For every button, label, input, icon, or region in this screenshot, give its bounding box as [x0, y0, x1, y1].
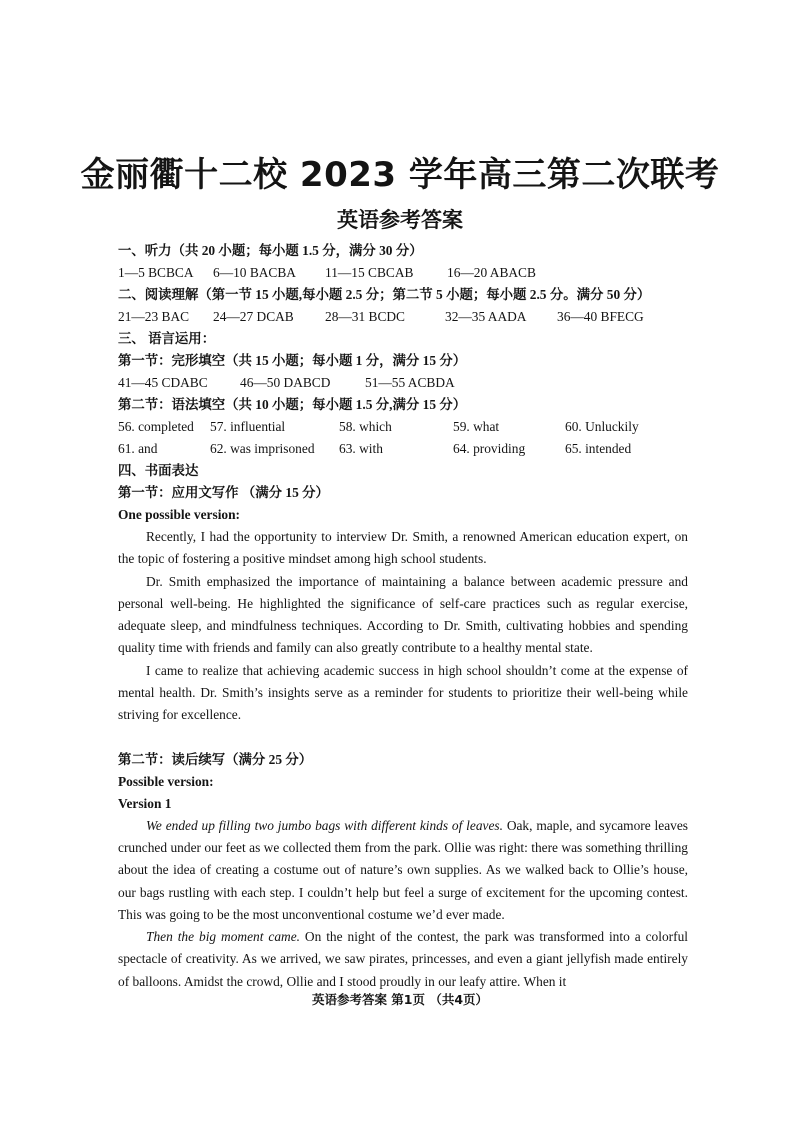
applied-writing-header: 第一节：应用文写作 （满分 15 分） — [118, 485, 329, 500]
answer-group: 36—40 BFECG — [557, 309, 644, 324]
possible-version-label: One possible version: — [118, 507, 241, 522]
grammar-answer: 62. was imprisoned — [210, 441, 315, 456]
grammar-answer: 57. influential — [210, 419, 286, 434]
grammar-answer: 64. providing — [453, 441, 526, 456]
possible-version-label: Possible version: — [118, 773, 214, 789]
answer-group: 21—23 BAC — [118, 309, 190, 324]
page-subtitle: 英语参考答案 — [337, 208, 463, 232]
cloze-answers — [118, 372, 688, 394]
essay-paragraph: I came to realize that achieving academic success in high school shouldn’t come at the expense of mental health. Dr. Smith’s insights serve as a reminder for students to prioritize their well-being while striving for excellence. — [118, 662, 688, 723]
answer-group: 41—45 CDABC — [118, 375, 208, 390]
answer-group: 1—5 BCBCA — [118, 265, 194, 280]
language-header: 三、 语言运用： — [118, 331, 216, 346]
grammar-answer: 58. which — [339, 419, 392, 434]
answer-group: 46—50 DABCD — [240, 375, 331, 390]
grammar-header: 第二节：语法填空（共 10 小题；每小题 1.5 分,满分 15 分） — [118, 397, 467, 412]
reading-header: 二、阅读理解（第一节 15 小题,每小题 2.5 分；第二节 5 小题；每小题 2.5 分。满分 50 分） — [118, 287, 651, 302]
answer-group: 51—55 ACBDA — [365, 375, 455, 390]
continuation-writing-header: 第二节：读后续写（满分 25 分） — [118, 751, 313, 767]
story-paragraph — [118, 926, 688, 993]
story-paragraph — [118, 815, 688, 926]
story-body: On the night of the contest, the park was transformed into a colorful spectacle of creativity. As we arrived, we saw pirates, princesses, and even a giant jellyfish made entirely of balloons. Amidst the crowd, Ollie and I stood proudly in our leafy attire. When it — [118, 929, 688, 989]
grammar-answer: 61. and — [118, 441, 158, 456]
answer-group: 16—20 ABACB — [447, 265, 536, 280]
answer-group: 32—35 AADA — [445, 309, 527, 324]
answer-group: 24—27 DCAB — [213, 309, 294, 324]
answer-group: 6—10 BACBA — [213, 265, 296, 280]
essay-paragraph: Dr. Smith emphasized the importance of maintaining a balance between academic pressure and personal well-being. He highlighted the significance of self-care practices such as regular exercise, adequate sleep, and mindfulness techniques. According to Dr. Smith, cultivating hobbies and spending quality time with friends and family can also greatly contribute to a healthy mental state. — [118, 573, 688, 656]
story-lead-sentence: We ended up filling two jumbo bags with different kinds of leaves. — [146, 817, 503, 833]
section-spacer — [118, 727, 688, 749]
grammar-answer: 59. what — [453, 419, 500, 434]
cloze-header: 第一节：完形填空（共 15 小题；每小题 1 分，满分 15 分） — [118, 353, 467, 368]
answer-group: 11—15 CBCAB — [325, 265, 414, 280]
grammar-answer: 60. Unluckily — [565, 419, 639, 434]
page-title: 金丽衢十二校 2023 学年高三第二次联考 — [80, 155, 720, 195]
answer-group: 28—31 BCDC — [325, 309, 405, 324]
writing-header: 四、书面表达 — [118, 463, 199, 478]
grammar-answers-row-2 — [118, 438, 688, 460]
reading-answers — [118, 306, 688, 328]
listening-answers — [118, 262, 688, 284]
listening-header: 一、听力（共 20 小题；每小题 1.5 分，满分 30 分） — [118, 243, 423, 258]
grammar-answer: 65. intended — [565, 441, 632, 456]
essay-paragraph: Recently, I had the opportunity to interview Dr. Smith, a renowned American education expert, on the topic of fostering a positive mindset among high school students. — [118, 529, 688, 567]
story-body: Oak, maple, and sycamore leaves crunched under our feet as we collected them from the park. Ollie was right: there was something thrilling about the idea of creating a costume out of nature’s own supplies. As we walked back to Ollie’s house, our bags rustling with each step. I couldn’t help but feel a surge of excitement for the upcoming contest. This was going to be the most unconventional costume we’d ever made. — [118, 817, 688, 922]
grammar-answer: 56. completed — [118, 419, 194, 434]
story-lead-sentence: Then the big moment came. — [146, 929, 300, 945]
answer-content — [118, 240, 688, 993]
version-1-label: Version 1 — [118, 795, 172, 811]
page-footer: 英语参考答案 第1页 （共4页） — [311, 992, 489, 1007]
grammar-answer: 63. with — [339, 441, 383, 456]
grammar-answers-row-1 — [118, 416, 688, 438]
